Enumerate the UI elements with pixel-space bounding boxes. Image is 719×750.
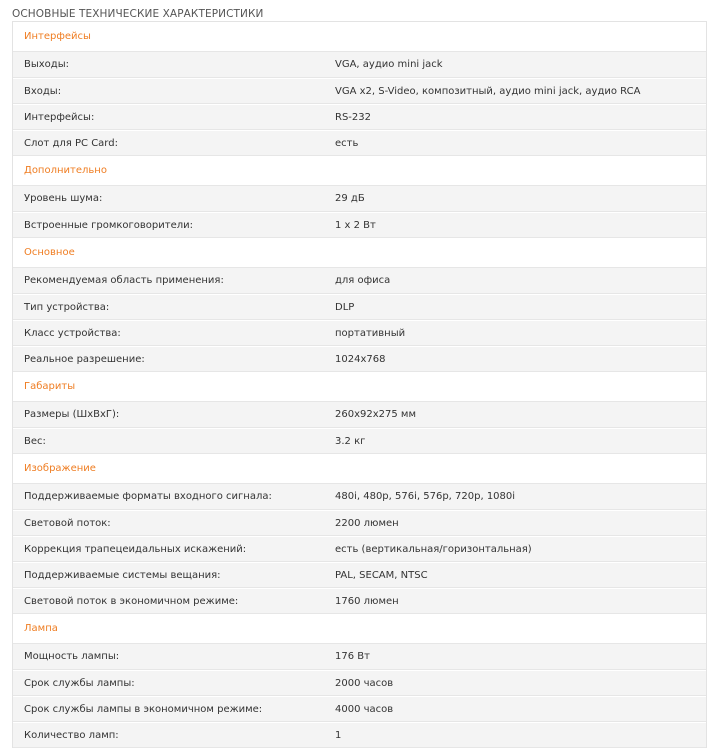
spec-row bbox=[13, 510, 706, 536]
spec-name: Класс устройства: bbox=[24, 327, 121, 339]
spec-name: Размеры (ШxВxГ): bbox=[24, 409, 120, 420]
spec-name: Уровень шума: bbox=[24, 193, 103, 204]
section-title: Габариты bbox=[24, 381, 76, 392]
spec-row bbox=[13, 52, 706, 78]
spec-value: 176 Вт bbox=[335, 651, 370, 662]
spec-value: 29 дБ bbox=[335, 193, 365, 204]
spec-row bbox=[13, 78, 706, 104]
spec-row bbox=[13, 722, 706, 748]
spec-row bbox=[13, 562, 706, 588]
spec-value: портативный bbox=[335, 327, 406, 339]
page-title: ОСНОВНЫЕ ТЕХНИЧЕСКИЕ ХАРАКТЕРИСТИКИ bbox=[12, 8, 264, 20]
spec-value: 1760 люмен bbox=[335, 595, 399, 607]
spec-name: Срок службы лампы в экономичном режиме: bbox=[24, 703, 263, 715]
spec-row bbox=[13, 484, 706, 510]
spec-value: DLP bbox=[335, 301, 355, 313]
spec-name: Световой поток в экономичном режиме: bbox=[24, 595, 239, 607]
spec-name: Реальное разрешение: bbox=[24, 353, 145, 365]
spec-name: Интерфейсы: bbox=[24, 111, 95, 123]
spec-value: VGA, аудио mini jack bbox=[335, 59, 443, 70]
section-title: Основное bbox=[24, 247, 75, 258]
section-header bbox=[13, 614, 706, 644]
spec-row bbox=[13, 320, 706, 346]
spec-row bbox=[13, 130, 706, 156]
spec-value: для офиса bbox=[335, 275, 391, 286]
spec-value: есть (вертикальная/горизонтальная) bbox=[335, 543, 532, 555]
section-header bbox=[13, 372, 706, 402]
spec-row bbox=[13, 294, 706, 320]
spec-name: Количество ламп: bbox=[24, 729, 119, 741]
section-title: Изображение bbox=[24, 463, 96, 474]
spec-name: Встроенные громкоговорители: bbox=[24, 219, 193, 231]
spec-row bbox=[13, 588, 706, 614]
spec-value: 1024x768 bbox=[335, 353, 386, 365]
spec-name: Поддерживаемые форматы входного сигнала: bbox=[24, 491, 272, 502]
spec-row bbox=[13, 212, 706, 238]
spec-row bbox=[13, 268, 706, 294]
spec-row bbox=[13, 670, 706, 696]
spec-name: Поддерживаемые системы вещания: bbox=[24, 569, 221, 581]
spec-name: Вес: bbox=[24, 435, 46, 447]
spec-value: 3.2 кг bbox=[335, 435, 366, 447]
spec-row bbox=[13, 104, 706, 130]
section-header bbox=[13, 454, 706, 484]
spec-name: Слот для PC Card: bbox=[24, 137, 118, 149]
spec-value: 2000 часов bbox=[335, 677, 394, 689]
spec-value: 4000 часов bbox=[335, 703, 394, 715]
spec-value: PAL, SECAM, NTSC bbox=[335, 569, 428, 581]
spec-value: есть bbox=[335, 137, 359, 149]
spec-row bbox=[13, 536, 706, 562]
spec-value: RS-232 bbox=[335, 111, 371, 123]
specifications-table bbox=[12, 21, 707, 748]
section-title: Интерфейсы bbox=[24, 31, 91, 42]
section-header bbox=[13, 156, 706, 186]
section-header bbox=[13, 22, 706, 52]
spec-name: Выходы: bbox=[24, 59, 69, 70]
spec-name: Мощность лампы: bbox=[24, 651, 120, 662]
spec-row bbox=[13, 402, 706, 428]
spec-row bbox=[13, 644, 706, 670]
spec-name: Рекомендуемая область применения: bbox=[24, 275, 224, 286]
section-title: Дополнительно bbox=[24, 165, 107, 176]
spec-row bbox=[13, 346, 706, 372]
spec-value: VGA x2, S-Video, композитный, аудио mini jack, аудио RCA bbox=[335, 85, 641, 97]
spec-row bbox=[13, 186, 706, 212]
section-header bbox=[13, 238, 706, 268]
spec-value: 260x92x275 мм bbox=[335, 409, 417, 420]
spec-row bbox=[13, 696, 706, 722]
spec-name: Световой поток: bbox=[24, 517, 111, 529]
spec-value: 480i, 480p, 576i, 576p, 720p, 1080i bbox=[335, 491, 516, 502]
spec-value: 1 x 2 Вт bbox=[335, 219, 376, 231]
spec-value: 2200 люмен bbox=[335, 517, 399, 529]
spec-name: Тип устройства: bbox=[24, 301, 110, 313]
spec-row bbox=[13, 428, 706, 454]
section-title: Лампа bbox=[24, 623, 58, 634]
spec-name: Входы: bbox=[24, 85, 62, 97]
spec-name: Срок службы лампы: bbox=[24, 677, 135, 689]
spec-name: Коррекция трапецеидальных искажений: bbox=[24, 543, 247, 555]
spec-value: 1 bbox=[335, 729, 342, 741]
